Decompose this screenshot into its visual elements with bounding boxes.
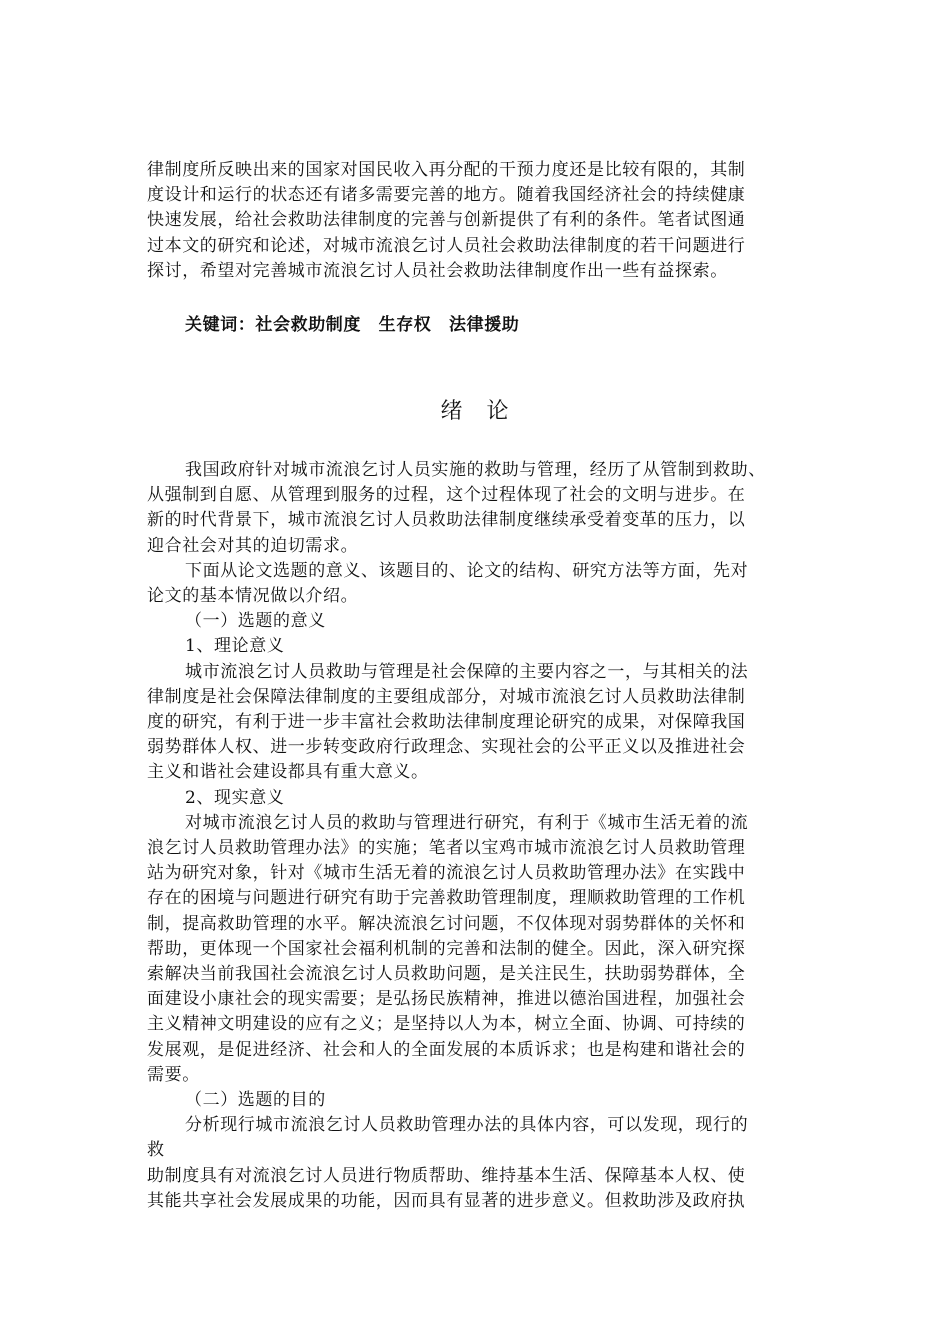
body-line: 分析现行城市流浪乞讨人员救助管理办法的具体内容，可以发现，现行的: [185, 1115, 749, 1136]
body-line: 主义精神文明建设的应有之义；是坚持以人为本，树立全面、协调、可持续的: [147, 1014, 746, 1035]
body-line: 下面从论文选题的意义、该题目的、论文的结构、研究方法等方面，先对: [185, 560, 749, 581]
body-line: 弱势群体人权、进一步转变政府行政理念、实现社会的公平正义以及推进社会: [147, 737, 746, 758]
body-line: 律制度是社会保障法律制度的主要组成部分，对城市流浪乞讨人员救助法律制: [147, 686, 746, 707]
paragraph-line: 过本文的研究和论述，对城市流浪乞讨人员社会救助法律制度的若干问题进行: [147, 235, 746, 256]
body-line: 制，提高救助管理的水平。解决流浪乞讨问题，不仅体现对弱势群体的关怀和: [147, 913, 746, 934]
body-line: 迎合社会对其的迫切需求。: [147, 535, 359, 556]
body-line: 救: [147, 1140, 165, 1161]
body-line: 浪乞讨人员救助管理办法》的实施；笔者以宝鸡市城市流浪乞讨人员救助管理: [147, 838, 746, 859]
body-line: 发展观，是促进经济、社会和人的全面发展的本质诉求；也是构建和谐社会的: [147, 1039, 746, 1060]
paragraph-line: 快速发展，给社会救助法律制度的完善与创新提供了有利的条件。笔者试图通: [147, 210, 746, 231]
body-line: 城市流浪乞讨人员救助与管理是社会保障的主要内容之一，与其相关的法: [185, 661, 749, 682]
keywords-line: 关键词：社会救助制度 生存权 法律援助: [185, 315, 520, 335]
body-line: （一）选题的意义: [185, 611, 326, 632]
top-paragraph: [147, 158, 807, 284]
paragraph-line: 探讨，希望对完善城市流浪乞讨人员社会救助法律制度作出一些有益探索。: [147, 260, 728, 281]
body-line: 需要。: [147, 1064, 200, 1085]
body-line: （二）选题的目的: [185, 1090, 326, 1111]
paragraph-line: 度设计和运行的状态还有诸多需要完善的地方。随着我国经济社会的持续健康: [147, 185, 746, 206]
body-line: 其能共享社会发展成果的功能，因而具有显著的进步意义。但救助涉及政府执: [147, 1190, 746, 1211]
body-line: 助制度具有对流浪乞讨人员进行物质帮助、维持基本生活、保障基本人权、使: [147, 1165, 746, 1186]
body-line: 站为研究对象，针对《城市生活无着的流浪乞讨人员救助管理办法》在实践中: [147, 863, 746, 884]
body-line: 2、现实意义: [185, 787, 285, 808]
body-line: 1、理论意义: [185, 636, 285, 657]
body-line: 索解决当前我国社会流浪乞讨人员救助问题，是关注民生，扶助弱势群体，全: [147, 964, 746, 985]
section-heading: 绪 论: [440, 399, 510, 424]
body-line: 从强制到自愿、从管理到服务的过程，这个过程体现了社会的文明与进步。在: [147, 485, 746, 506]
body-line: 面建设小康社会的现实需要；是弘扬民族精神，推进以德治国进程，加强社会: [147, 989, 746, 1010]
body-line: 存在的困境与问题进行研究有助于完善救助管理制度，理顺救助管理的工作机: [147, 888, 746, 909]
body-line: 新的时代背景下，城市流浪乞讨人员救助法律制度继续承受着变革的压力，以: [147, 510, 746, 531]
body-line: 主义和谐社会建设都具有重大意义。: [147, 762, 429, 783]
body-line: 论文的基本情况做以介绍。: [147, 586, 359, 607]
paragraph-line: 律制度所反映出来的国家对国民收入再分配的干预力度还是比较有限的，其制: [147, 160, 746, 180]
body-text: [147, 458, 807, 1214]
body-line: 度的研究，有利于进一步丰富社会救助法律制度理论研究的成果，对保障我国: [147, 712, 746, 733]
body-line: 我国政府针对城市流浪乞讨人员实施的救助与管理，经历了从管制到救助、: [185, 460, 766, 480]
body-line: 帮助，更体现一个国家社会福利机制的完善和法制的健全。因此，深入研究探: [147, 938, 746, 959]
body-line: 对城市流浪乞讨人员的救助与管理进行研究，有利于《城市生活无着的流: [185, 812, 749, 833]
